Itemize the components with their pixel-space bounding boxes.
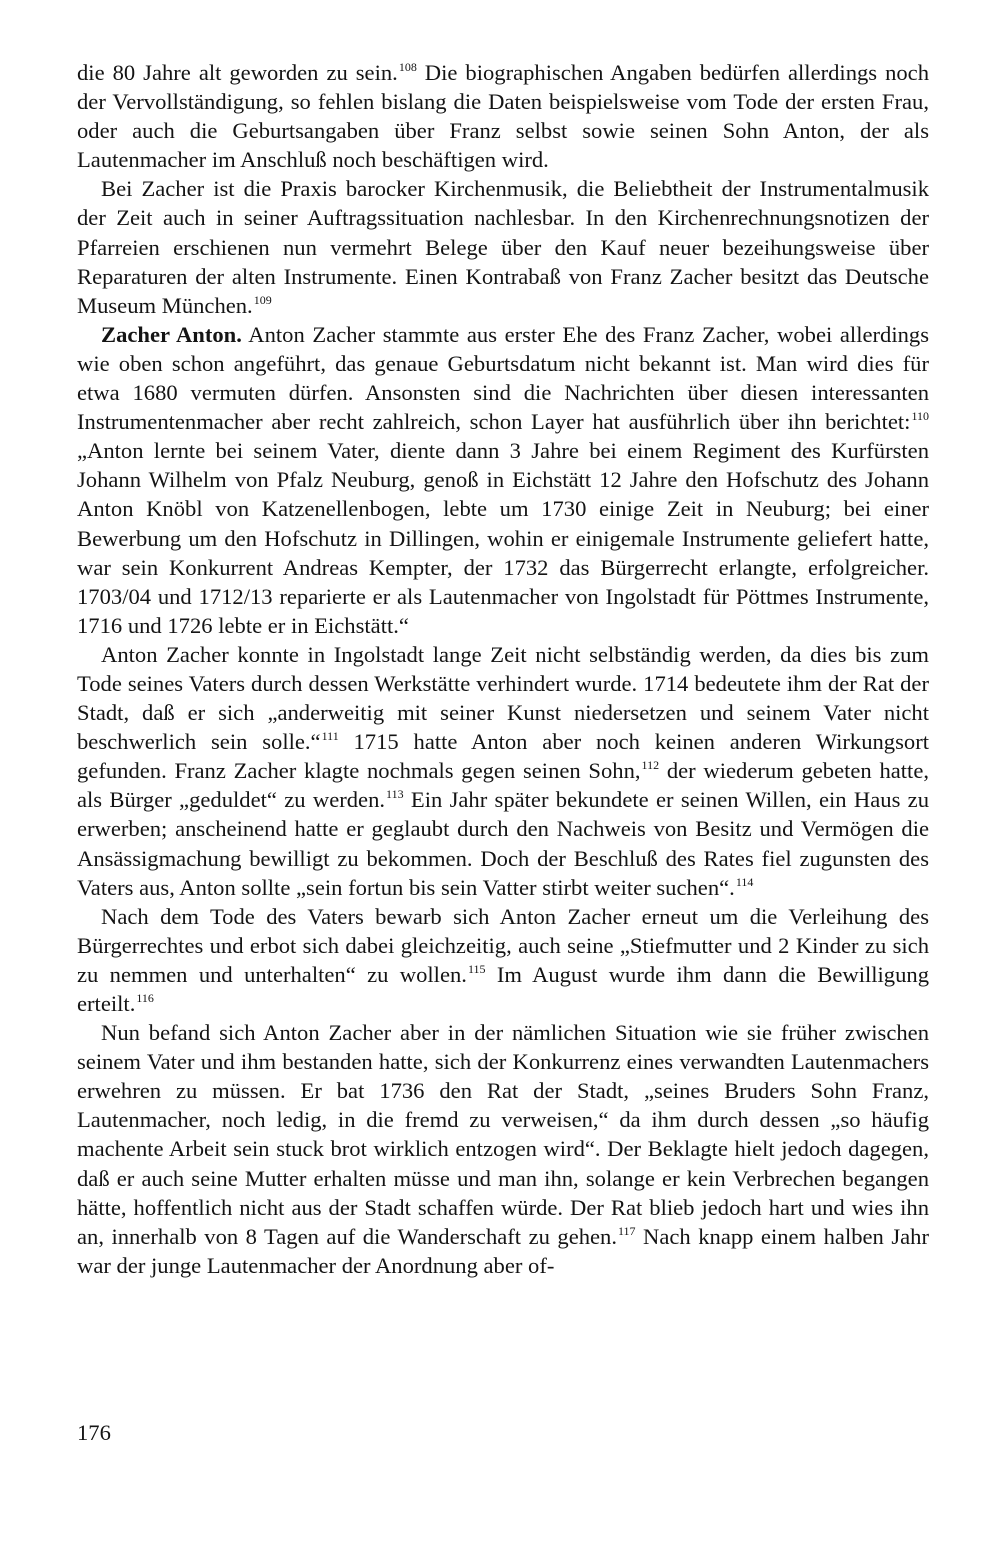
paragraph	[77, 174, 929, 319]
text-run: Anton Zacher konnte in Ingolstadt lange Zeit nicht selbständig werden, da dies bis zum Tode seines Vaters durch dessen Werkstätte verhindert wurde. 1714 bedeutete ihm der Rat der Stadt, daß er sich „anderweitig mit seiner Kunst niedersetzen und seinem Vater nicht beschwerlich sein solle.“	[77, 641, 929, 755]
text-run: Bei Zacher ist die Praxis barocker Kirchenmusik, die Beliebtheit der Instrumentalmusik der Zeit auch in seiner Auftragssituation nachlesbar. In den Kirchenrechnungsnotizen der Pfarreien erschienen nun vermehrt Belege über den Kauf neuer bezeihungsweise über Reparaturen der alten Instrumente. Einen Kontrabaß von Franz Zacher besitzt das Deutsche Museum München.	[77, 176, 929, 318]
text-run: 1715 hatte Anton aber noch keinen anderen Wirkungsort gefunden. Franz Zacher klagte nochmals gegen seinen Sohn,	[77, 729, 929, 784]
text-run: Anton Zacher stammte aus erster Ehe des Franz Zacher, wobei allerdings wie oben schon angeführt, das genaue Geburtsdatum nicht bekannt ist. Man wird dies für etwa 1680 vermuten dürfen. Ansonsten sind die Nachrichten über diesen interessanten Instrumentenmacher aber recht zahlreich, schon Layer hat ausführlich über ihn berichtet:	[77, 321, 929, 435]
footnote-marker: 108	[398, 60, 417, 74]
paragraph	[77, 902, 929, 1018]
text-run: „Anton lernte bei seinem Vater, diente dann 3 Jahre bei einem Regiment des Kurfürsten Johann Wilhelm von Pfalz Neuburg, genoß in Eichstätt 12 Jahre den Hofschutz des Johann Anton Knöbl von Katzenellenbogen, lebte um 1730 einige Zeit in Neuburg; bei einer Bewerbung um den Hofschutz in Dillingen, wohin er einigemale Instrumente geliefert hatte, war sein Konkurrent Andreas Kempter, der 1732 das Bürgerrecht erlangte, erfolgreicher. 1703/04 und 1712/13 reparierte er als Lautenmacher von Ingolstadt für Pöttmes Instrumente, 1716 und 1726 lebte er in Eichstätt.“	[77, 438, 929, 638]
footnote-marker: 109	[253, 292, 272, 307]
text-run: Nach dem Tode des Vaters bewarb sich Anton Zacher erneut um die Verleihung des Bürgerrechtes und erbot sich dabei gleichzeitig, auch seine „Stiefmutter und 2 Kinder zu sich zu nemmen und unterhalten“ zu wollen.	[77, 903, 929, 987]
text-run: Im August wurde ihm dann die Bewilligung erteilt.	[77, 961, 929, 1016]
footnote-marker: 115	[467, 961, 486, 976]
footnote-marker: 112	[641, 758, 660, 773]
footnote-marker: 116	[136, 991, 154, 1005]
text-run: Nun befand sich Anton Zacher aber in der nämlichen Situation wie sie früher zwischen seinem Vater und ihm bestanden hatte, sich der Konkurrenz eines verwandten Lautenmachers erwehren zu müssen. Er bat 1736 den Rat der Stadt, „seines Bruders Sohn Franz, Lautenmacher, noch ledig, in die fremd zu verweisen,“ da ihm durch dessen „so häufig machente Arbeit sein stuck brot wirklich entzogen wird“. Der Beklagte hielt jedoch dagegen, daß er auch seine Mutter erhalten müsse und man ihn, solange er kein Verbrechen begangen hätte, hoffentlich nicht aus der Stadt schaffen würde. Der Rat blieb jedoch hart und wies ihn an, innerhalb von 8 Tagen auf die Wanderschaft zu gehen.	[77, 1020, 929, 1249]
entry-heading: Zacher Anton.	[101, 321, 242, 347]
text-column	[77, 58, 929, 1280]
paragraph	[77, 58, 929, 174]
text-run: Nach knapp einem halben Jahr war der junge Lautenmacher der Anordnung aber of-	[77, 1223, 929, 1278]
footnote-marker: 117	[618, 1223, 636, 1238]
paragraph	[77, 1018, 929, 1280]
text-run: die 80 Jahre alt geworden zu sein.	[77, 60, 398, 85]
text-run: Ein Jahr später bekundete er seinen Willen, ein Haus zu erwerben; anscheinend hatte er geglaubt durch den Nachweis von Besitz und Vermögen die Ansässigmachung bewilligt zu bekommen. Doch der Beschluß des Rates fiel zugunsten des Vaters aus, Anton sollte „sein fortun bis sein Vatter stirbt weiter suchen“.	[77, 787, 929, 900]
page-body	[77, 58, 929, 1280]
text-run: Die biographischen Angaben bedürfen allerdings noch der Vervollständigung, so fehlen bislang die Daten beispielsweise vom Tode der ersten Frau, oder auch die Geburtsangaben über Franz selbst sowie seinen Sohn Anton, der als Lautenmacher im Anschluß noch beschäftigen wird.	[77, 60, 929, 173]
paragraph	[77, 640, 929, 902]
footnote-marker: 111	[321, 729, 339, 744]
paragraph	[77, 320, 929, 640]
footnote-marker: 113	[386, 787, 404, 802]
page-number: 176	[77, 1420, 111, 1445]
footnote-marker: 110	[911, 409, 929, 424]
footnote-marker: 114	[735, 874, 754, 889]
text-run: der wiederum gebeten hatte, als Bürger „geduldet“ zu werden.	[77, 758, 930, 813]
